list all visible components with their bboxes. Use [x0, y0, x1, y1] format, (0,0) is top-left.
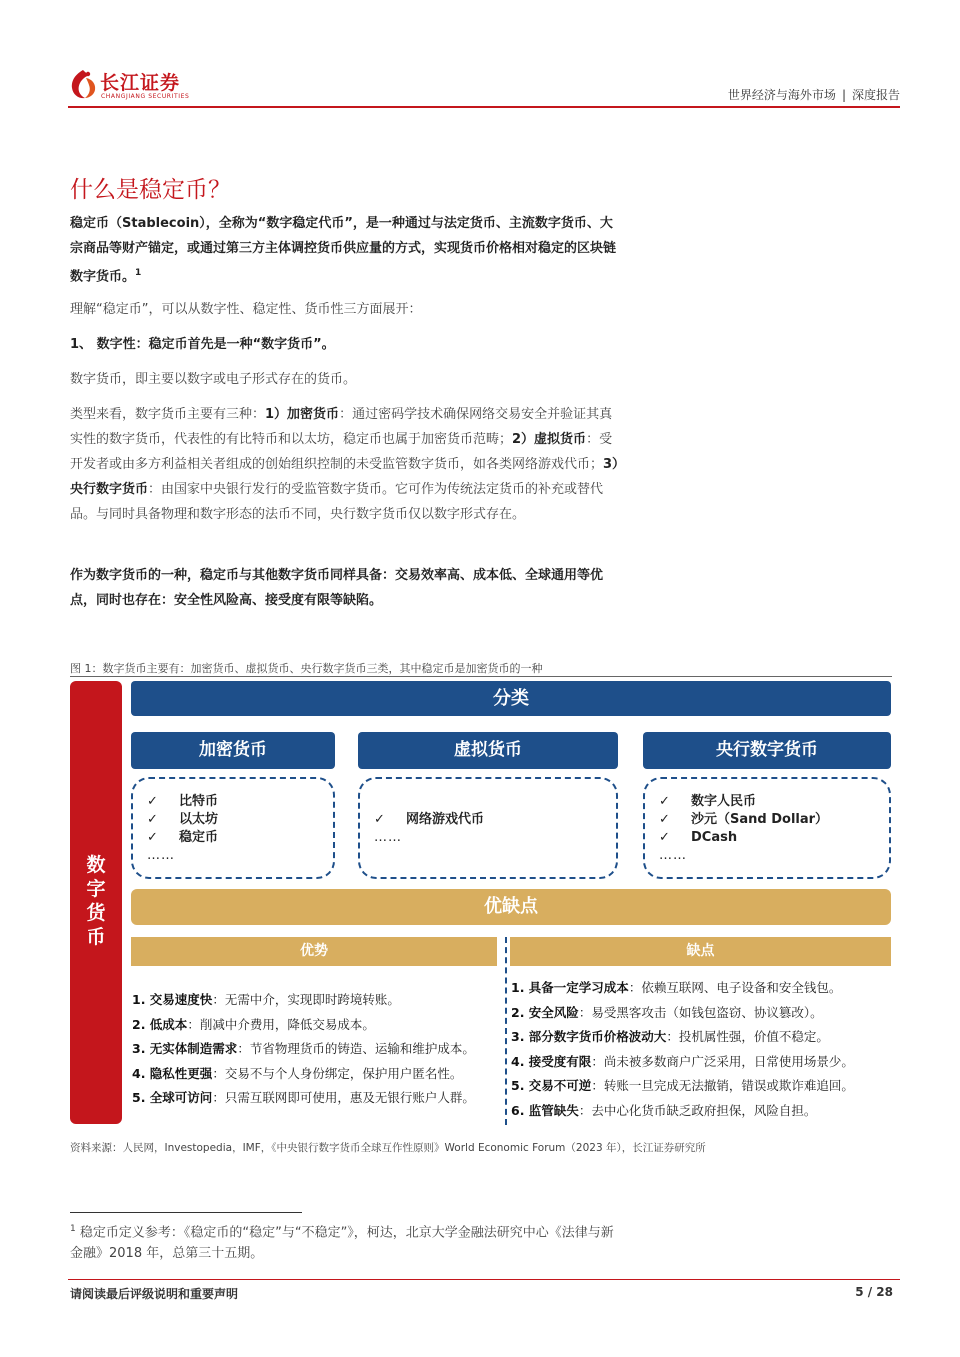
list-item [132, 1013, 475, 1038]
footnote-ref: 1 [135, 268, 142, 278]
list-item [374, 811, 484, 829]
list-item [147, 829, 218, 847]
side-label [70, 853, 122, 949]
item-head: 1. 具备一定学习成本 [511, 980, 629, 995]
section-title: 什么是稳定币？ [70, 177, 231, 203]
list-item [511, 1074, 854, 1099]
category-cbdc: 央行数字货币 [643, 732, 891, 769]
advantages-list [132, 988, 475, 1111]
footnote [70, 1219, 622, 1264]
advantages-header: 优势 [131, 937, 497, 966]
disadvantages-header: 缺点 [510, 937, 891, 966]
item-head: 3. 部分数字货币价格波动大 [511, 1029, 667, 1045]
more-ellipsis: …… [659, 848, 687, 863]
report-header-label: 世界经济与海外市场 | 深度报告 [727, 88, 900, 102]
digital-currency-side-bar [70, 681, 122, 1124]
category-crypto: 加密货币 [131, 732, 335, 769]
side-char: 字 [86, 878, 106, 900]
cbdc-examples-list [659, 793, 828, 865]
example-label: 以太坊 [179, 812, 219, 827]
check-icon: ✓ [659, 830, 670, 845]
item-head: 2. 安全风险 [511, 1004, 579, 1020]
side-char: 币 [86, 926, 106, 948]
summary-paragraph: 作为数字货币的一种，稳定币与其他数字货币同样具备：交易效率高、成本低、全球通用等优点，同时也存在：安全性风险高、接受度有限等缺陷。 [70, 568, 604, 608]
list-item [147, 793, 218, 811]
example-label: 比特币 [179, 794, 219, 809]
item-head: 2. 低成本 [132, 1016, 188, 1032]
item-text: ：易受黑客攻击（如钱包盗窃、协议篡改）。 [578, 1004, 823, 1020]
type-virtual-label: 2）虚拟货币 [512, 432, 587, 447]
logo-name: 长江证券 [100, 72, 181, 94]
example-label: 沙元（Sand Dollar） [691, 812, 829, 827]
list-item [659, 811, 828, 829]
phoenix-logo-icon [68, 68, 98, 100]
item-text: ：只需互联网即可使用，惠及无银行账户人群。 [212, 1090, 475, 1106]
footnote-text: 稳定币定义参考：《稳定币的“稳定”与“不稳定”》，柯达，北京大学金融法研究中心《法律与新金融》2018 年，总第三十五期。 [70, 1225, 614, 1262]
check-icon: ✓ [659, 812, 670, 827]
logo-subtitle: CHANGJIANG SECURITIES [101, 93, 190, 100]
company-logo [68, 66, 198, 106]
example-label: 网络游戏代币 [406, 812, 485, 827]
report-type: 深度报告 [851, 88, 900, 102]
virtual-examples-list [374, 811, 484, 847]
item-text: ：无需中介，实现即时跨境转账。 [212, 992, 400, 1007]
item-head: 4. 接受度有限 [511, 1053, 592, 1069]
pros-cons-divider [505, 937, 507, 1125]
list-item [511, 1025, 854, 1050]
figure-caption-divider [70, 676, 892, 677]
footer-divider [68, 1279, 900, 1280]
disadvantages-list [511, 976, 854, 1124]
types-text-2: ：通过密码学技术确保网络交易安全并验证其真实性的数字货币，代表性的有比特币和以太坊，稳定币也属于加密货币范畴； [70, 407, 613, 447]
types-paragraph [70, 402, 622, 527]
crypto-examples-box [131, 777, 335, 879]
list-item [511, 1001, 854, 1026]
item-text: ：投机属性强，价值不稳定。 [666, 1029, 829, 1045]
virtual-examples-box [358, 777, 618, 879]
type-cbdc-label: 3）央行数字货币 [70, 457, 619, 497]
item-head: 5. 全球可访问 [132, 1090, 213, 1106]
more-ellipsis: …… [374, 830, 402, 845]
item-head: 5. 交易不可逆 [511, 1078, 592, 1094]
list-item [511, 976, 854, 1001]
check-icon: ✓ [147, 830, 158, 845]
pros-cons-header: 优缺点 [131, 889, 891, 925]
side-char: 数 [86, 854, 106, 876]
report-category: 世界经济与海外市场 [727, 88, 836, 102]
footnote-number: 1 [70, 1224, 76, 1234]
item-head: 1. 交易速度快 [132, 992, 213, 1007]
types-text-4: ：由国家中央银行发行的受监管数字货币。它可作为传统法定货币的补充或替代品。与同时具备物理和数字形态的法币不同，央行数字货币仅以数字形式存在。 [70, 482, 604, 522]
item-text: ：依赖互联网、电子设备和安全钱包。 [628, 980, 842, 995]
footnote-divider [70, 1212, 302, 1213]
subheading-digital: 1、 数字性：稳定币首先是一种“数字货币”。 [70, 337, 335, 352]
intro-paragraph: 理解“稳定币”，可以从数字性、稳定性、货币性三方面展开： [70, 302, 422, 317]
item-head: 6. 监管缺失 [511, 1102, 579, 1118]
definition-text: 稳定币（Stablecoin），全称为“数字稳定代币”，是一种通过与法定货币、主流数字货币、大宗商品等财产锚定，或通过第三方主体调控货币供应量的方式，实现货币价格相对稳定的区块链数字货币。 [70, 216, 617, 285]
check-icon: ✓ [374, 812, 385, 827]
types-text-3: ：受开发者或由多方利益相关者组成的创始组织控制的未受监管数字货币，如各类网络游戏代币； [70, 432, 613, 472]
list-item [659, 829, 828, 847]
check-icon: ✓ [659, 794, 670, 809]
types-text-1: 类型来看，数字货币主要有三种： [70, 407, 266, 422]
category-virtual: 虚拟货币 [358, 732, 618, 769]
example-label: DCash [691, 830, 738, 845]
item-text: ：交易不与个人身份绑定，保护用户匿名性。 [212, 1065, 463, 1081]
list-item [132, 1086, 475, 1111]
list-item [659, 793, 828, 811]
category-header: 分类 [131, 681, 891, 716]
list-item [511, 1099, 854, 1124]
list-item [132, 1062, 475, 1087]
item-head: 4. 隐私性更强 [132, 1065, 213, 1081]
figure-source: 资料来源：人民网，Investopedia，IMF，《中央银行数字货币全球互作性原则》World Economic Forum（2023 年），长江证券研究所 [70, 1142, 706, 1154]
check-icon: ✓ [147, 812, 158, 827]
type-crypto-label: 1）加密货币 [265, 407, 340, 422]
figure-caption: 图 1：数字货币主要有：加密货币、虚拟货币、央行数字货币三类，其中稳定币是加密货币的一种 [70, 662, 543, 675]
more-ellipsis: …… [147, 848, 175, 863]
item-text: ：节省物理货币的铸造、运输和维护成本。 [237, 1041, 475, 1057]
definition-paragraph [70, 211, 622, 289]
list-item [132, 988, 475, 1013]
check-icon: ✓ [147, 794, 158, 809]
digital-currency-paragraph: 数字货币，即主要以数字或电子形式存在的货币。 [70, 372, 357, 387]
example-label: 数字人民币 [691, 794, 757, 809]
page-number: 5 / 28 [855, 1285, 893, 1299]
list-item [132, 1037, 475, 1062]
item-text: ：削减中介费用，降低交易成本。 [187, 1016, 375, 1032]
item-text: ：去中心化货币缺乏政府担保，风险自担。 [578, 1102, 817, 1118]
side-char: 货 [86, 902, 106, 924]
crypto-examples-list [147, 793, 218, 865]
list-item [511, 1050, 854, 1075]
example-label: 稳定币 [179, 830, 219, 845]
header-divider [68, 106, 900, 108]
item-text: ：尚未被多数商户广泛采用，日常使用场景少。 [591, 1053, 854, 1069]
cbdc-examples-box [643, 777, 891, 879]
item-head: 3. 无实体制造需求 [132, 1041, 238, 1057]
list-item [147, 811, 218, 829]
footer-disclaimer: 请阅读最后评级说明和重要声明 [70, 1287, 239, 1301]
item-text: ：转账一旦完成无法撤销，错误或欺诈难追回。 [591, 1078, 854, 1094]
